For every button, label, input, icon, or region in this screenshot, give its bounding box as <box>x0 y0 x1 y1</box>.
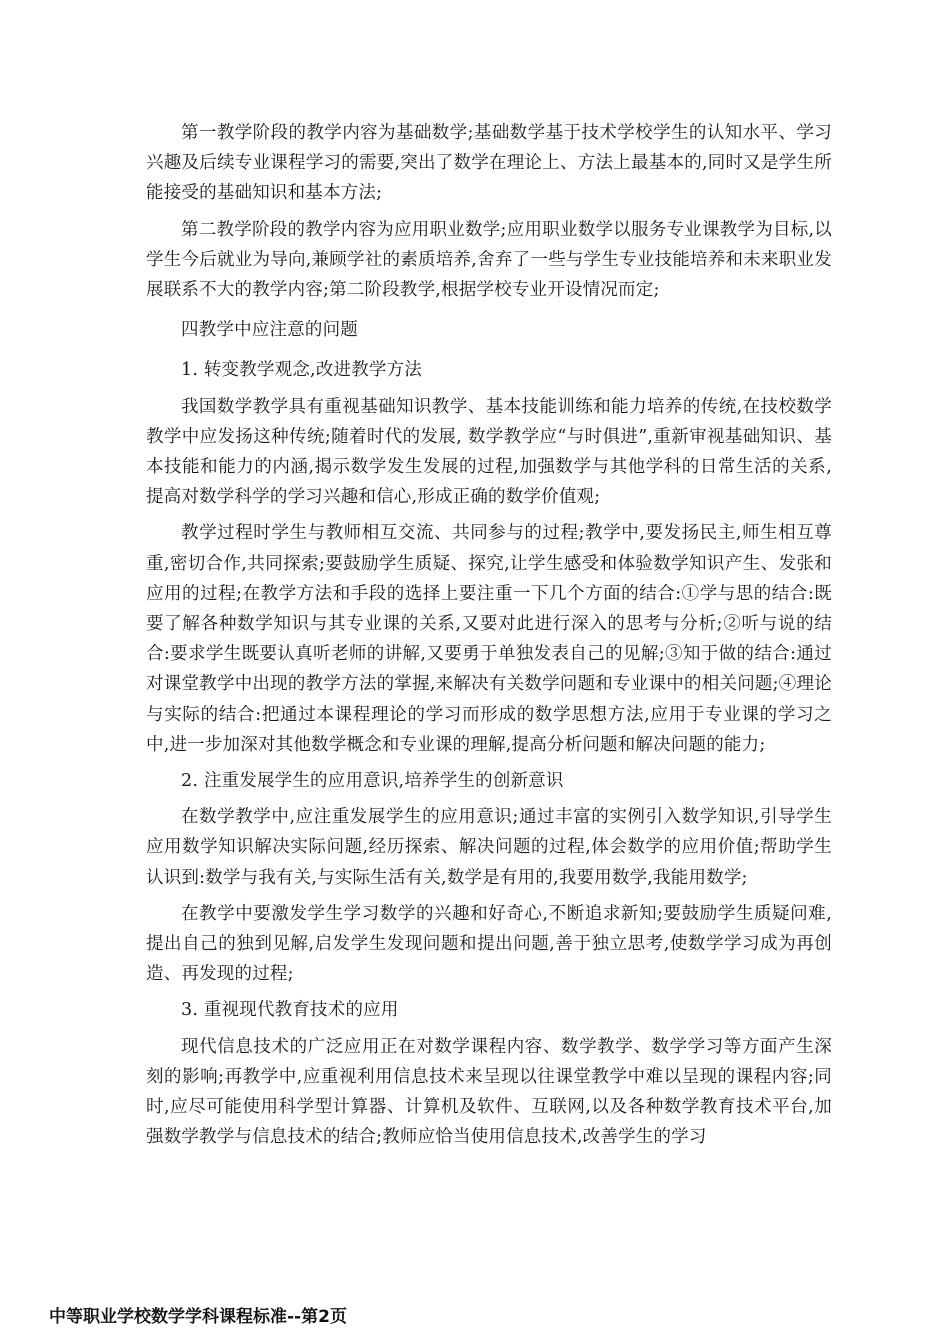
subheading-3: 3. 重视现代教育技术的应用 <box>181 1000 399 1021</box>
paragraph-modern-tech: 现代信息技术的广泛应用正在对数学课程内容、数学教学、数学学习等方面产生深刻的影响;再教学中,应重视利用信息技术来呈现以往课堂教学中难以呈现的课程内容;同时,应尽可能使用科学型计算器、计算机及软件、互联网,以及各种数学教育技术平台,加强数学教学与信息技术的结合;教师应恰当使用信息技术,改善学生的学习 <box>146 1036 832 1148</box>
subheading-2: 2. 注重发展学生的应用意识,培养学生的创新意识 <box>181 771 564 792</box>
paragraph-curiosity: 在教学中要激发学生学习数学的兴趣和好奇心,不断追求新知;要鼓励学生质疑问难,提出自己的独到见解,启发学生发现问题和提出问题,善于独立思考,使数学学习成为再创造、再发现的过程; <box>146 903 832 985</box>
paragraph-stage-one: 第一教学阶段的教学内容为基础数学;基础数学基于技术学校学生的认知水平、学习兴趣及后续专业课程学习的需要,突出了数学在理论上、方法上最基本的,同时又是学生所能接受的基础知识和基本方法; <box>146 123 832 204</box>
paragraph-teaching-process: 教学过程时学生与教师相互交流、共同参与的过程;教学中,要发扬民主,师生相互尊重,密切合作,共同探索;要鼓励学生质疑、探究,让学生感受和体验数学知识产生、发张和应用的过程;在教学方法和手段的选择上要注重一下几个方面的结合:①学与思的结合:既要了解各种数学知识与其专业课的关系,又要对此进行深入的思考与分析;②听与说的结合:要求学生既要认真听老师的讲解,又要勇于单独发表自己的见解;③知于做的结合:通过对课堂教学中出现的教学方法的掌握,来解决有关数学问题和专业课中的相关问题;④理论与实际的结合:把通过本课程理论的学习而形成的数学思想方法,应用于专业课的学习之中,进一步加深对其他数学概念和专业课的理解,提高分析问题和解决问题的能力; <box>146 523 832 755</box>
document-body <box>146 118 832 1159</box>
subheading-1: 1. 转变教学观念,改进教学方法 <box>181 360 423 381</box>
paragraph-application-awareness: 在数学教学中,应注重发展学生的应用意识;通过丰富的实例引入数学知识,引导学生应用数学知识解决实际问题,经历探索、解决问题的过程,体会数学的应用价值;帮助学生认识到:数学与我有关,与实际生活有关,数学是有用的,我要用数学,我能用数学; <box>146 807 832 888</box>
section-heading-teaching-issues: 四教学中应注意的问题 <box>181 320 358 341</box>
page-footer: 中等职业学校数学学科课程标准--第2页 <box>49 1307 347 1327</box>
paragraph-stage-two: 第二教学阶段的教学内容为应用职业数学;应用职业数学以服务专业课教学为目标,以学生今后就业为导向,兼顾学社的素质培养,舍弃了一些与学生专业技能培养和未来职业发展联系不大的教学内容;第二阶段教学,根据学校专业开设情况而定; <box>146 219 832 301</box>
paragraph-tradition: 我国数学教学具有重视基础知识教学、基本技能训练和能力培养的传统,在技校数学教学中应发扬这种传统;随着时代的发展, 数学教学应“与时俱进”,重新审视基础知识、基本技能和能力的内涵,揭示数学发生发展的过程,加强数学与其他学科的日常生活的关系,提高对数学科学的学习兴趣和信心,形成正确的数学价值观; <box>146 396 832 508</box>
